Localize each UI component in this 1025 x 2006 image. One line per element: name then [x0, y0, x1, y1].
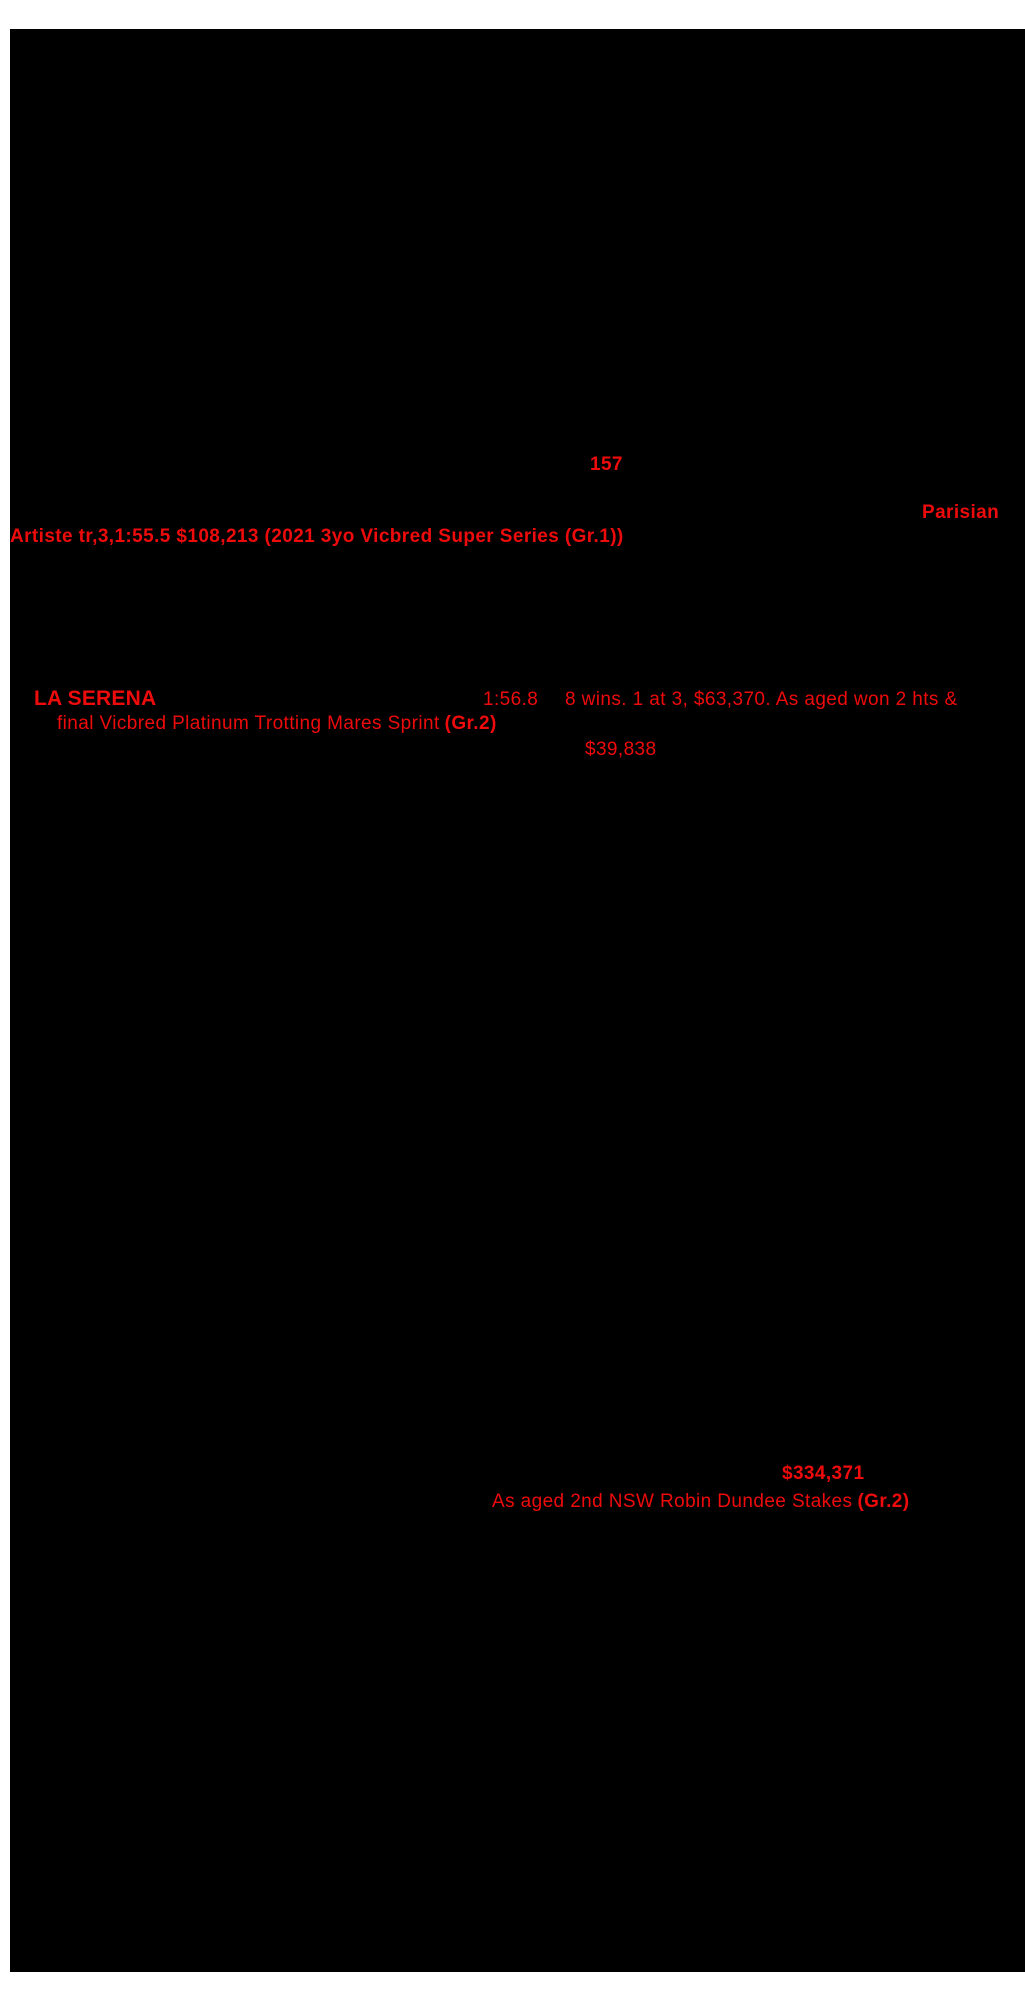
stakes-earnings: $334,371 [782, 1463, 865, 1484]
dam-stats-line: 8 wins. 1 at 3, $63,370. As aged won 2 hts & [565, 689, 958, 710]
stakes-note-text: As aged 2nd NSW Robin Dundee Stakes [492, 1491, 853, 1512]
stakes-note-grade: (Gr.2) [857, 1491, 910, 1512]
lot-number: 157 [590, 454, 623, 475]
page-body-black-area [10, 29, 1025, 1972]
dam-stats-continuation-line [57, 714, 497, 733]
sire-paragraph-word-parisian: Parisian [922, 502, 1000, 523]
dam-record-time: 1:56.8 [483, 689, 539, 710]
dam-stats-continuation-text: final Vicbred Platinum Trotting Mares Sprint [57, 713, 440, 734]
dam-name: LA SERENA [34, 687, 157, 710]
dam-stats-grade: (Gr.2) [444, 713, 497, 734]
stakes-note-line [492, 1492, 909, 1511]
dam-progeny-earnings: $39,838 [585, 739, 657, 760]
sire-paragraph-continuation-line: Artiste tr,3,1:55.5 $108,213 (2021 3yo Vicbred Super Series (Gr.1)) [10, 526, 624, 547]
